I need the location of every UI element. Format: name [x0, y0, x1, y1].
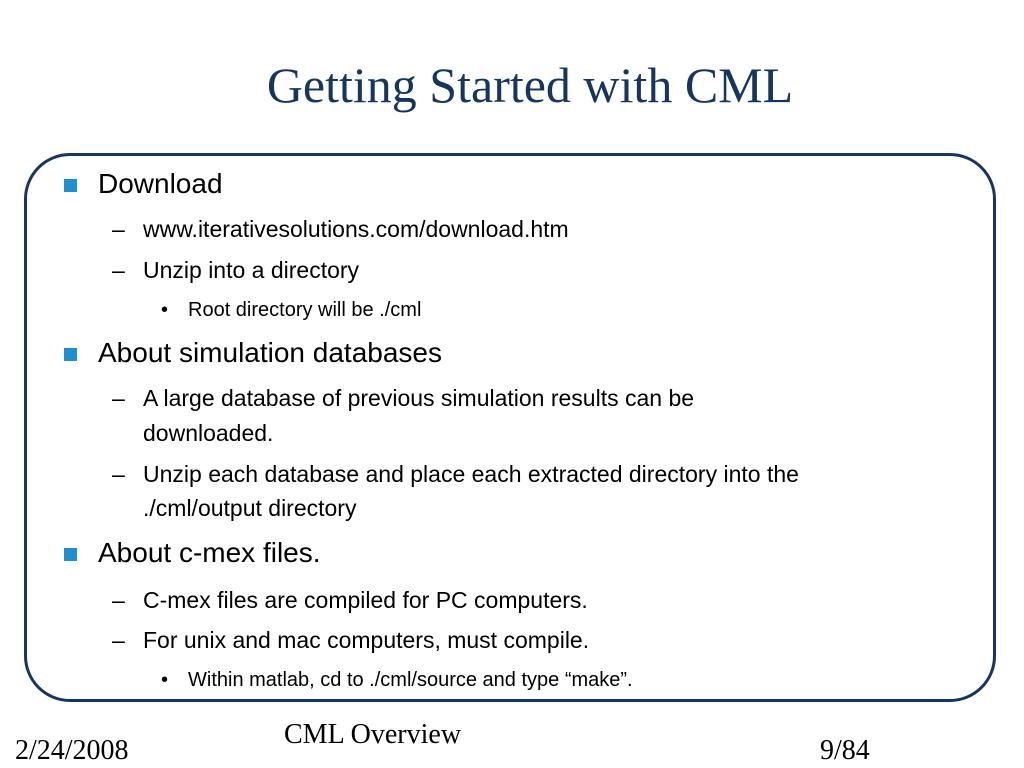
square-bullet-icon — [64, 179, 77, 192]
list-item-continuation: ./cml/output directory — [143, 495, 357, 521]
dash-bullet-icon: – — [112, 257, 125, 283]
list-item: A large database of previous simulation results can be — [143, 385, 695, 411]
list-subitem: Root directory will be ./cml — [188, 299, 422, 321]
list-item: Unzip into a directory — [143, 257, 360, 283]
dash-bullet-icon: – — [112, 587, 125, 613]
section-heading-simulation-databases: About simulation databases — [98, 337, 442, 368]
list-item: For unix and mac computers, must compile. — [143, 627, 590, 653]
list-item: www.iterativesolutions.com/download.htm — [143, 216, 569, 242]
dot-bullet-icon: • — [161, 669, 169, 691]
dash-bullet-icon: – — [112, 461, 125, 487]
section-heading-download: Download — [98, 168, 223, 199]
list-item: Unzip each database and place each extracted directory into the — [143, 461, 799, 487]
footer-date: 2/24/2008 — [15, 735, 129, 766]
square-bullet-icon — [64, 548, 77, 561]
dash-bullet-icon: – — [112, 216, 125, 242]
list-item-continuation: downloaded. — [143, 420, 274, 446]
footer-title: CML Overview — [284, 719, 462, 750]
list-subitem: Within matlab, cd to ./cml/source and type “make”. — [188, 669, 633, 691]
dot-bullet-icon: • — [161, 299, 169, 321]
list-item: C-mex files are compiled for PC computers. — [143, 587, 588, 613]
section-heading-cmex-files: About c-mex files. — [98, 537, 321, 568]
page-number: 9/84 — [820, 735, 870, 766]
dash-bullet-icon: – — [112, 627, 125, 653]
dash-bullet-icon: – — [112, 385, 125, 411]
slide-title: Getting Started with CML — [266, 57, 794, 113]
square-bullet-icon — [64, 348, 77, 361]
